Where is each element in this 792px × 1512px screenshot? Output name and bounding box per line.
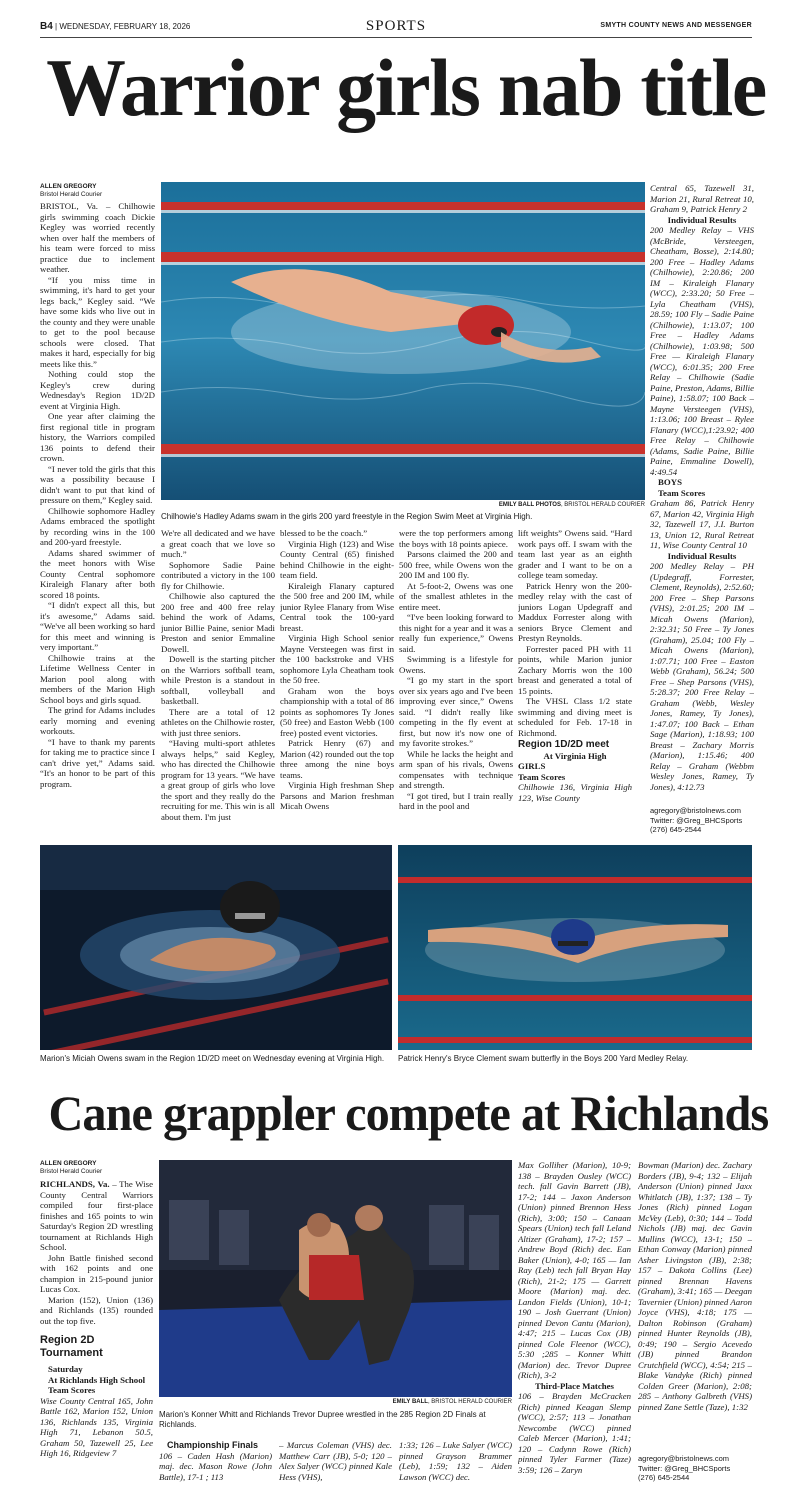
story2-column-1: RICHLANDS, Va. – The Wise County Central Warriors compiled four first-place finishes and 165 points to win Saturday's Region 2D wrestling tournament at Richlands High School. John Battle finished second with 162 points and one champion in 215-pound junior Lucas Cox. Marion (152), Union (136) and Richlands (135) rounded out the top five. xyxy=(40,1179,153,1326)
story1-results-start xyxy=(518,740,632,838)
results-location: At Virginia High xyxy=(543,750,607,761)
results-boys-scores: Graham 86, Patrick Henry 67, Marion 42, Virginia High 32, Tazewell 17, J.I. Burton 13, Union 12, Rural Retreat 11, Wise County Central 10 xyxy=(650,498,754,550)
paragraph: “If you miss time in swimming, it's hard to get your legs back,” Kegley said. “We have some kids who live out in the county and they were unable to get to the pool because schools were closed. That makes it hard, especially for big meets like this.” xyxy=(40,274,155,369)
third-place-heading: Third-Place Matches xyxy=(535,1380,614,1391)
paragraph: Chilhowie trains at the Lifetime Wellness Center in Marion pool along with members of the Marion High School boys and girls squad. xyxy=(40,652,155,705)
paragraph: “I go my start in the sport over six years ago and I've been improving ever since,” Owens said. “I didn't really like competing in the fly event at first, but now it's now one of my favorite strokes.” xyxy=(399,675,513,748)
paragraph: Chilhowie also captured the 200 free and 400 free relay behind the work of Adams, junior Billie Paine, senior Madi Preston and senior Emmaline Dowell. xyxy=(161,591,275,654)
paragraph: Sophomore Sadie Paine contributed a victory in the 100 fly for Chilhowie. xyxy=(161,559,275,591)
results-girls-individual: 200 Medley Relay – VHS (McBride, Versteegen, Cheatham, Bosse), 2:14.80; 200 Free – Hadley Adams (Chilhowie), 2:20.86; 200 IM – Kiraleigh Flanary (WCC), 2:33.20; 50 Free – Lyla Cheatham (VHS), 28.59; 100 Fly – Sadie Paine (Chilhowie), 1:13.07; 100 Free – Hadley Adams (Chilhowie), 1:03.98; 500 Free — Kiraleigh Flanary (WCC), 6:01.35; 200 Free Relay – Chilhowie (Sadie Paine, Preston, Adams, Billie Paine), 1:58.07; 100 Back – Mayne Versteegen (VHS), 1:13.06; 100 Breast – Rylee Flanary (WCC),1:23.92; 400 Free Relay – Chilhowie (Adams, Sadie Paine, Billie Paine, Emmaline Dowell), 4:49.54 xyxy=(650,225,754,477)
story1-contact-twitter[interactable]: Twitter: @Greg_BHCSports xyxy=(650,815,743,825)
results-boys-heading: BOYS xyxy=(658,477,682,487)
story1-results-column xyxy=(650,183,754,803)
paragraph: Dowell is the starting pitcher on the Warriors softball team, while Preston is a standout in softball, volleyball and basketball. xyxy=(161,654,275,706)
swimmer-photo-image xyxy=(161,182,645,500)
owens-swim-photo-image xyxy=(40,845,392,1050)
region-team-scores: Wise County Central 165, John Battle 162, Marion 152, Union 136, Richlands 135, Virginia High 71, Lebanon 50.5, Graham 50, Tazewell 25, Lee High 16, Ridgeview 7 xyxy=(40,1395,153,1458)
swimmer-photo xyxy=(161,182,645,500)
paragraph: Parsons claimed the 200 and 500 free, while Owens won the 200 IM and 100 fly. xyxy=(399,549,513,580)
story1-contact-email[interactable]: agregory@bristolnews.com xyxy=(650,806,741,815)
paragraph: Swimming is a lifestyle for Owens. xyxy=(399,654,513,675)
championship-col-a: Championship Finals 106 – Caden Hash (Marion) maj. dec. Mason Rowe (John Battle), 17-1 ; 113 xyxy=(159,1440,272,1482)
third-place-col-b: Bowman (Marion) dec. Zachary Borders (JB), 9-4; 132 – Elijah Anderson (Union) pinned Jaxx Whitlatch (JB), 1:37; 138 – Ty Jones (Rich) pinned Logan McVey (Leb), 0:30; 144 – Todd Nichols (JB) maj. dec Gavin Mullins (WCC), 13-1; 150 – Ethan Conway (Marion) pinned Asher Livingston (JB), 2:38; 157 – Dakota Collins (Lee) pinned Brennan Havens (Graham), 3:41; 165 — Deegan Tavernier (Union) pinned Aaron Joyce (VHS), 4:18; 175 — Dalton Robinson (Graham) pinned Hunter Reynolds (JB), 0:49; 190 – Sergio Acevedo (JB) pinned Brandon Crutchfield (WCC), 4:54; 215 – Blake Vandyke (Rich) pinned Colden Greer (Marion), 2:08; 285 – Anthony Galbreth (VHS) pinned Zane Settle (Taze), 1:32 xyxy=(638,1160,752,1412)
paragraph: Nothing could stop the Kegley's crew during Wednesday's Region 1D/2D event at Virginia High. xyxy=(40,369,155,411)
region-day: Saturday xyxy=(48,1364,83,1374)
story2-headline: Cane grappler compete at Richlands xyxy=(48,1085,769,1141)
results-girls-team-scores-heading: Team Scores xyxy=(518,771,566,782)
story2-byline: ALLEN GREGORY Bristol Herald Courier xyxy=(40,1160,103,1175)
story1-contact-phone: (276) 645-2544 xyxy=(650,825,702,834)
story1-column-3 xyxy=(280,528,394,838)
paragraph: “I never told the girls that this was a possibility because I didn't want to put that kind of pressure on them,” Kegley said. xyxy=(40,463,155,505)
story2-region-box xyxy=(40,1334,153,1459)
story1-photo-credit: EMILY BALL PHOTOS, BRISTOL HERALD COURIER xyxy=(498,502,645,508)
wrestling-photo-image xyxy=(159,1160,512,1397)
championship-col-d: Max Golliher (Marion), 10-9; 138 – Brayden Ousley (WCC) tech. fall Gavin Barrett (JB), 17-2; 144 – Jaxon Anderson (Union) pinned Brennon Hess (Rich), 3:00; 150 – Canaan Spears (Union) tech fall Leland Altizer (Graham), 17-2; 157 – Andrew Boyd (Rich) dec. Ean Baker (Union), 4-0; 165 — Ian Ray (Leb) tech fall Bryan Hay (Rich), 21-2; 175 — Garrett Moore (Marion) maj. dec. Landon Fields (Union), 10-1; 190 – Josh Guerrant (Union) pinned Devon Cantu (Marion), 4:47; 215 – Lucas Cox (JB) pinned Cole Fleenor (WCC), 5:30 ;285 – Konner Whitt (Marion) dec. Trevor Dupree (Rich), 3-2 Third-Place Matches 106 – Brayden McCracken (Rich) pinned Keagan Slemp (WCC), 2:57; 113 – Jonathan Newcombe (WCC) pinned Caleb Mercer (Marion), 1:41; 120 – Cadynn Rowe (Rich) pinned Tyler Farmer (Taze) 3:59; 126 – Zaryn xyxy=(518,1160,631,1475)
results-girls-scores-a: Chilhowie 136, Virginia High 123, Wise County xyxy=(518,782,632,803)
paragraph: At 5-foot-2, Owens was one of the smallest athletes in the entire meet. xyxy=(399,580,513,612)
results-heading: Region 1D/2D meet xyxy=(518,740,610,750)
paragraph: lift weights” Owens said. “Hard work pays off. I swam with the team last year as an eighth grader and I want to be on a college team someday. xyxy=(518,528,632,580)
story2-contact xyxy=(638,1454,752,1483)
paragraph: Chilhowie sophomore Hadley Adams embraced the spotlight by recording wins in the 100 and 200-yard freestyle. xyxy=(40,505,155,547)
paragraph: Virginia High (123) and Wise County Central (65) finished behind Chilhowie in the eight-team field. xyxy=(280,538,394,580)
championship-col-c: 1:33; 126 – Luke Salyer (WCC) pinned Grayson Brammer (Leb), 1:59; 132 – Aiden Lawson (WCC) dec. xyxy=(399,1440,512,1482)
story1-contact xyxy=(650,806,754,835)
wrestling-photo xyxy=(159,1160,512,1397)
story2-contact-phone: (276) 645-2544 xyxy=(638,1473,690,1482)
page-header xyxy=(40,18,752,38)
region-tournament-heading: Region 2D Tournament xyxy=(40,1334,103,1359)
paragraph: Adams shared swimmer of the meet honors with Wise County Central sophomore Kiraleigh Flanary after both scored 18 points. xyxy=(40,547,155,600)
paragraph: Forrester paced PH with 11 points, while Marion junior Zachary Morris won the 100 breast and generated a total of 15 points. xyxy=(518,643,632,696)
paragraph: There are a total of 12 athletes on the Chilhowie roster, with just three seniors. xyxy=(161,706,275,738)
paragraph: Virginia High School senior Mayne Versteegen was first in the 100 backstroke and VHS sophomore Lyla Cheatham took the 50 free. xyxy=(280,633,394,685)
championship-heading: Championship Finals xyxy=(167,1440,259,1450)
championship-col-b: – Marcus Coleman (VHS) dec. Matthew Carr (JB), 5-0; 120 – Alex Salyer (WCC) pinned Kale Hess (VHS), xyxy=(279,1440,392,1482)
results-girls-individual-heading: Individual Results xyxy=(667,214,737,225)
paragraph: We're all dedicated and we have a great coach that we love so much.” xyxy=(161,528,275,559)
page-info: B4 | WEDNESDAY, FEBRUARY 18, 2026 xyxy=(40,21,191,32)
story1-byline: ALLEN GREGORY Bristol Herald Courier xyxy=(40,183,103,198)
region-team-scores-heading: Team Scores xyxy=(48,1385,96,1395)
paragraph: Patrick Henry won the 200-medley relay with the cast of juniors Logan Updegraff and Maddux Forrester along with seniors Bryce Clement and Prestyn Reynolds. xyxy=(518,580,632,643)
clement-swim-photo xyxy=(398,845,752,1050)
story1-headline: Warrior girls nab title xyxy=(46,42,766,133)
paragraph: “I got tired, but I train really hard in the pool and xyxy=(399,790,513,811)
story1-column-2 xyxy=(161,528,275,838)
owens-photo-caption: Marion's Miciah Owens swam in the Region 1D/2D meet on Wednesday evening at Virginia High. xyxy=(40,1054,385,1063)
story2-photo-credit: EMILY BALL, BRISTOL HERALD COURIER xyxy=(392,1399,512,1405)
paragraph: The VHSL Class 1/2 state swimming and diving meet is scheduled for Feb. 17-18 in Richmond. xyxy=(518,696,632,738)
paragraph: Graham won the boys championship with a total of 86 points as sophomores Ty Jones (50 free) and Easton Webb (100 free) posted event victories. xyxy=(280,685,394,738)
clement-photo-caption: Patrick Henry's Bryce Clement swam butterfly in the Boys 200 Yard Medley Relay. xyxy=(398,1054,689,1063)
results-girls-heading: GIRLS xyxy=(518,761,546,771)
results-boys-individual-heading: Individual Results xyxy=(667,550,737,561)
region-location: At Richlands High School xyxy=(48,1374,146,1385)
results-boys-team-scores-heading: Team Scores xyxy=(658,487,706,498)
story2-contact-twitter[interactable]: Twitter: @Greg_BHCSports xyxy=(638,1463,731,1473)
paragraph: “I didn't expect all this, but it's awesome,” Adams said. “We've all been working so hard for this meet and winning is very important.” xyxy=(40,600,155,652)
owens-swim-photo xyxy=(40,845,392,1050)
paragraph: Kiraleigh Flanary captured the 500 free and 200 IM, while junior Rylee Flanary from Wise Central took the 100-yard breast. xyxy=(280,580,394,633)
paragraph: were the top performers among the boys with 18 points apiece. xyxy=(399,528,513,549)
story2-contact-email[interactable]: agregory@bristolnews.com xyxy=(638,1454,729,1463)
paragraph: Virginia High freshman Shep Parsons and Marion freshman Micah Owens xyxy=(280,780,394,811)
results-boys-individual: 200 Medley Relay – PH (Updegraff, Forrester, Clement, Reynolds), 2:52.60; 200 Free – Shep Parsons (VHS), 2:01.25; 200 IM – Micah Owens (Marion), 2:32.31; 50 Free – Ty Jones (Graham), 25.04; 100 Fly – Micah Owens (Marion), 1:07.71; 100 Free – Easton Webb (Graham), 56.24; 500 Free – Shep Parsons (VHS), 5:28.37; 200 Free Relay – Graham (Webb, Wesley Jones, Ramey, Ty Jones), 1:47.07; 100 Back – Ethan Sage (Marion), 1:18.93; 100 Breast – Zachary Morris (Marion), 1:15.46; 400 Relay – Graham (Webbm Wesley Jones, Ramey, Ty Jones), 4:12.73 xyxy=(650,561,754,792)
publication-name: SMYTH COUNTY NEWS AND MESSENGER xyxy=(600,22,752,29)
clement-swim-photo-image xyxy=(398,845,752,1050)
story2-dateline: RICHLANDS, Va. xyxy=(40,1179,110,1189)
paragraph: blessed to be the coach.” xyxy=(280,528,368,538)
story1-column-1 xyxy=(40,201,155,836)
paragraph: Patrick Henry (67) and Marion (42) rounded out the top three among the nine boys teams. xyxy=(280,738,394,780)
story1-column-4 xyxy=(399,528,513,838)
paragraph: One year after claiming the first regional title in program history, the Warriors compiled 136 points to defend their crown. xyxy=(40,411,155,463)
paragraph: “I have to thank my parents for taking me to practice since I can't drive yet,” Adams said. “It's an honor to be part of this program. xyxy=(40,736,155,789)
paragraph: BRISTOL, Va. – Chilhowie girls swimming coach Dickie Kegley was worried recently when over half the members of his team were forced to miss practice due to inclement weather. xyxy=(40,201,155,274)
story2-photo-caption: Marion's Konner Whitt and Richlands Trevor Dupree wrestled in the 285 Region 2D Finals at Richlands. xyxy=(159,1410,486,1429)
section-name: SPORTS xyxy=(365,18,427,34)
paragraph: While he lacks the height and arm span of his rivals, Owens compensates with technique and strength. xyxy=(399,748,513,790)
story1-column-5 xyxy=(518,528,632,738)
results-girls-scores-b: Central 65, Tazewell 31, Marion 21, Rural Retreat 10, Graham 9, Patrick Henry 2 xyxy=(650,183,754,214)
paragraph: “I've been looking forward to this night for a year and it was a really fun experience,” Owens said. xyxy=(399,612,513,654)
paragraph: The grind for Adams includes early morning and evening workouts. xyxy=(40,705,155,736)
story1-photo-caption: Chilhowie's Hadley Adams swam in the girls 200 yard freestyle in the Region Swim Meet at Virginia High. xyxy=(161,512,533,521)
paragraph: “Having multi-sport athletes always helps,” said Kegley, who has directed the Chilhowie program for 13 years. “We have a great group of girls who love the sport and they really do the recruiting for me. This win is all about them. I'm just xyxy=(161,738,275,822)
